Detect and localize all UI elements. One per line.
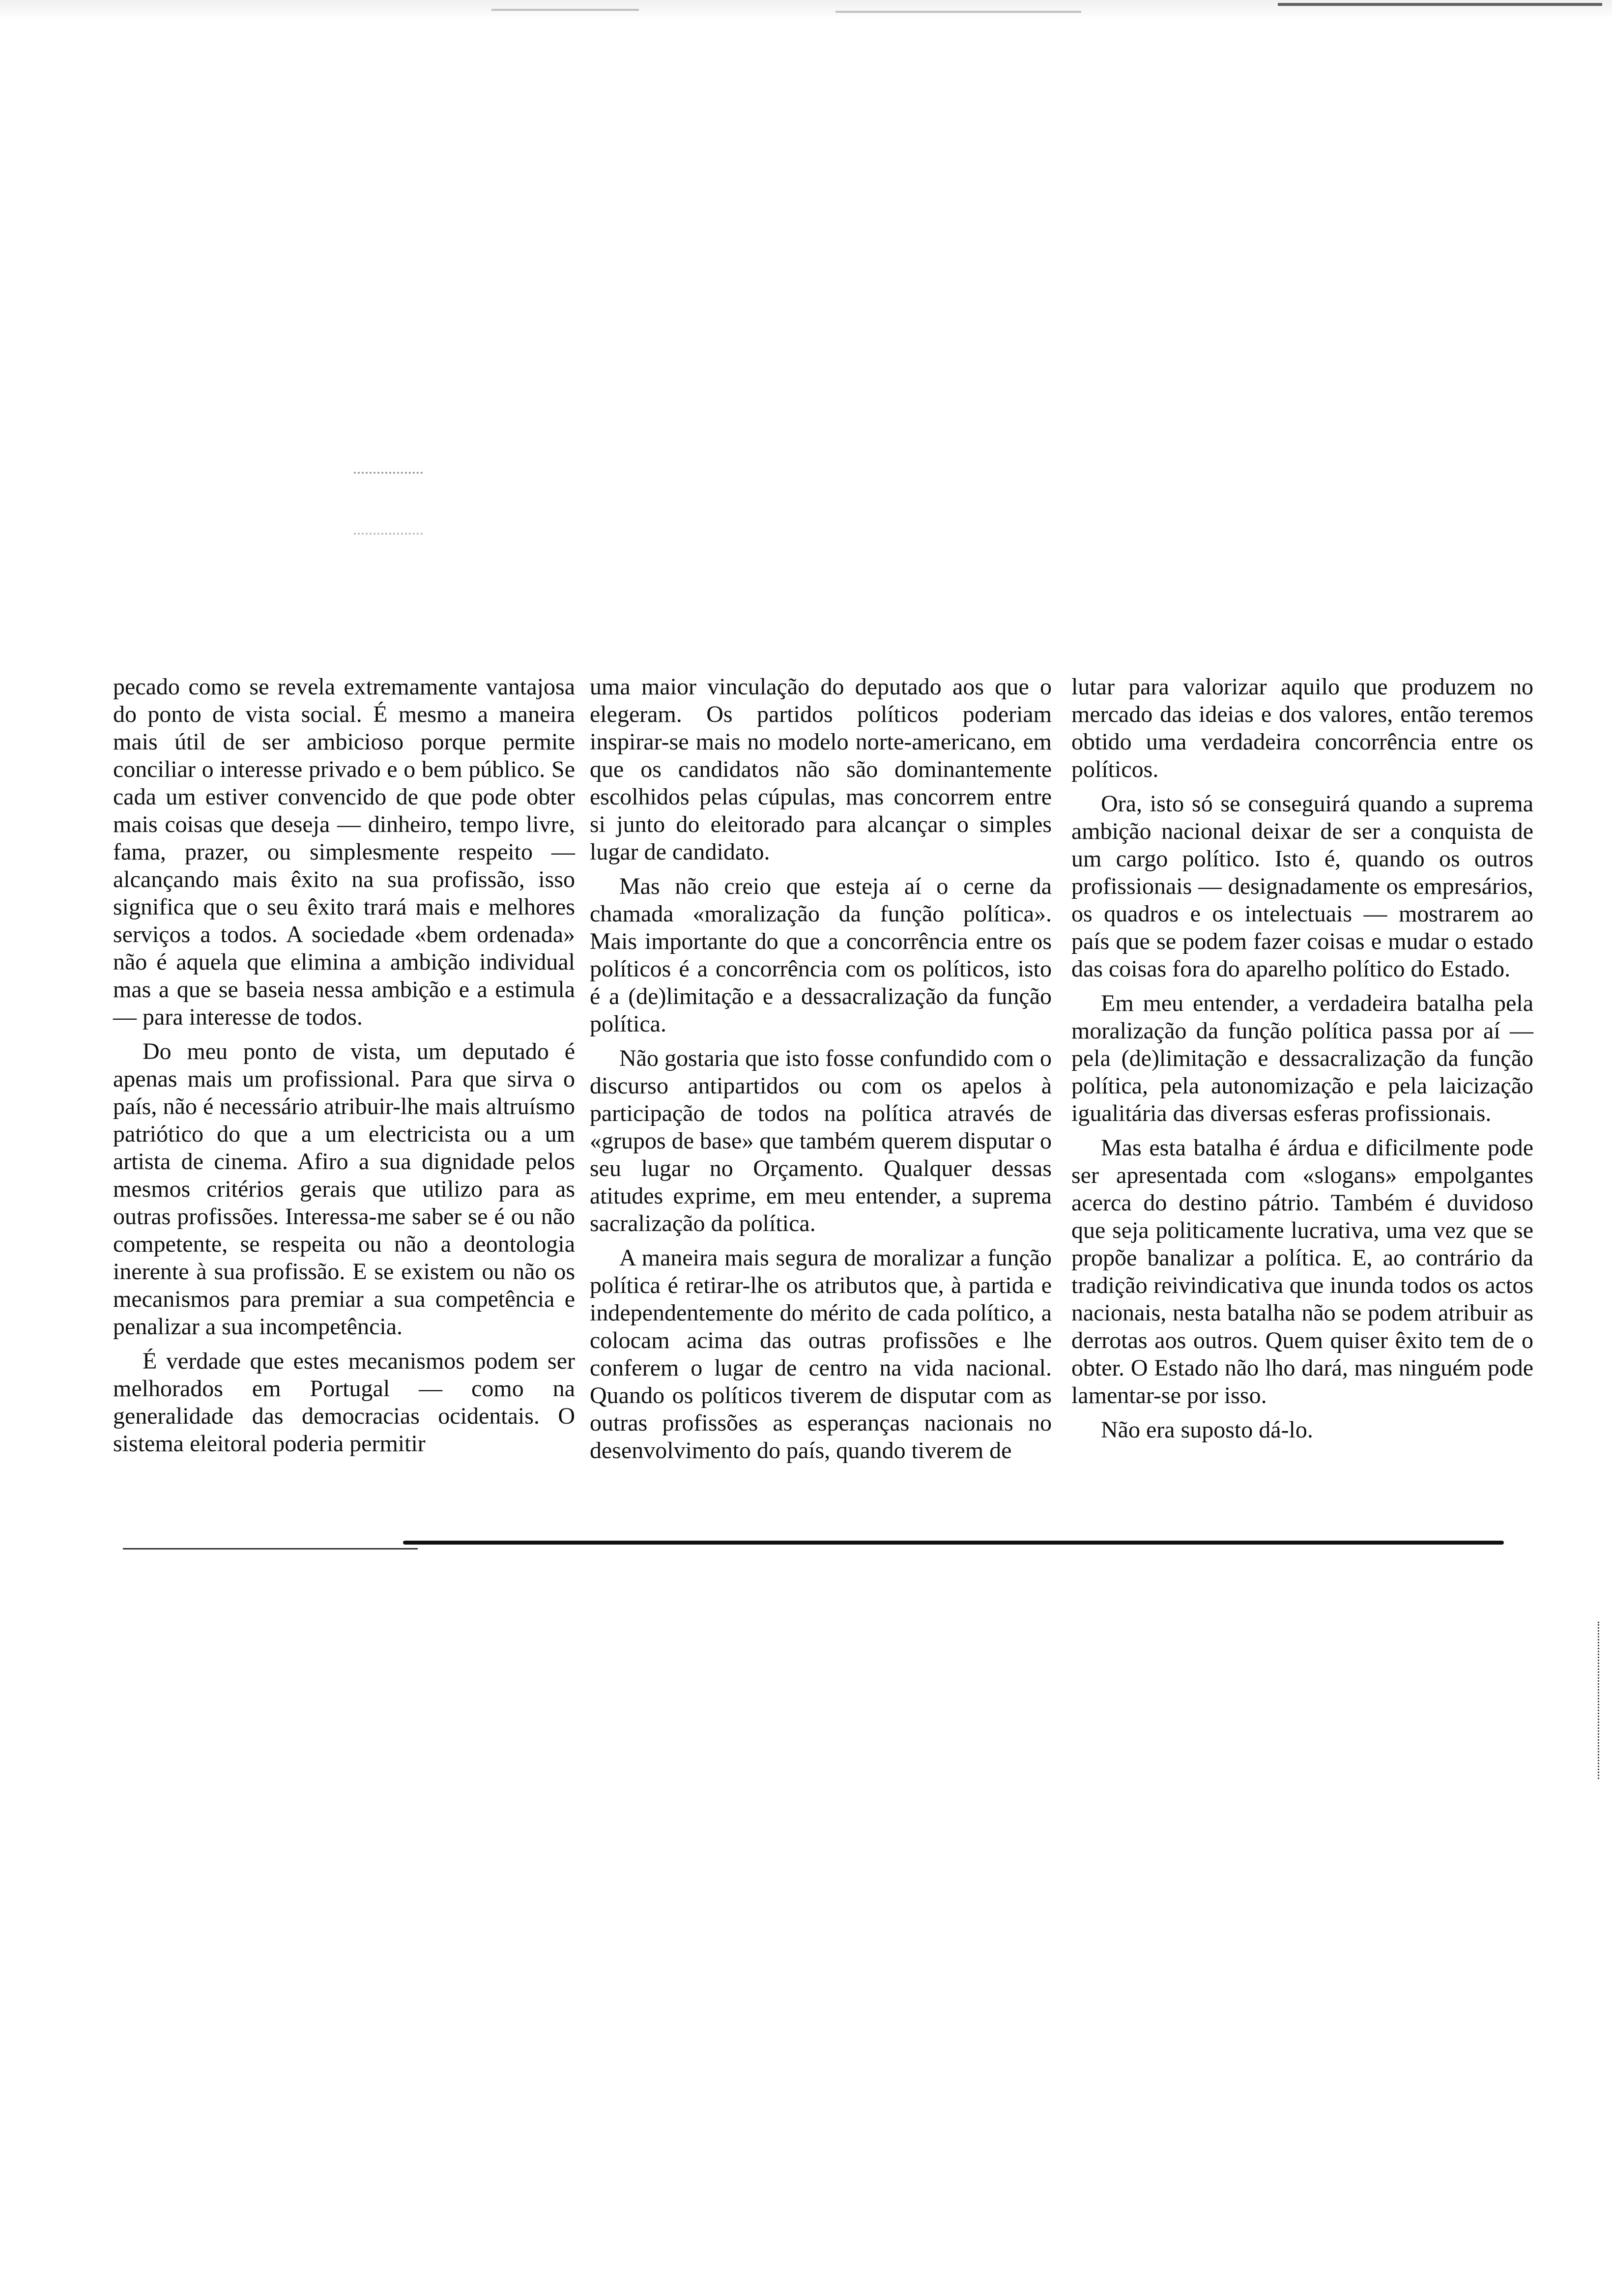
article-column-1 <box>113 673 575 1464</box>
scan-dots <box>354 472 423 535</box>
article-column-3 <box>1071 673 1533 1451</box>
paragraph: Não gostaria que isto fosse confundido com o discurso antipartidos ou com os apelos à participação de todos na política através de «grupos de base» que também querem disputar o seu lugar no Orçamento. Qualquer dessas atitudes exprime, em meu entender, a suprema sacralização da política. <box>590 1045 1052 1236</box>
paragraph: Mas não creio que esteja aí o cerne da chamada «moralização da função política». Mais importante do que a concorrência entre os políticos é a concorrência com os políticos, isto é a (de)limitação e a dessacralização da função política. <box>590 873 1052 1037</box>
paragraph: uma maior vinculação do deputado aos que o elegeram. Os partidos políticos poderiam inspirar-se mais no modelo norte-americano, em que os candidatos não são dominantemente escolhidos pelas cúpulas, mas concorrem entre si junto do eleitorado para alcançar o simples lugar de candidato. <box>590 674 1052 865</box>
scan-smudge <box>835 11 1081 13</box>
closing-line: Não era suposto dá-lo. <box>1101 1417 1313 1443</box>
paragraph: lutar para valorizar aquilo que produzem no mercado das ideias e dos valores, então teremos obtido uma verdadeira concorrência entre os políticos. <box>1071 674 1533 782</box>
scan-smudge <box>491 9 639 11</box>
paragraph: Em meu entender, a verdadeira batalha pela moralização da função política passa por aí — pela (de)limitação e dessacralização da função política, pela autonomização e pela laicização igualitária das diversas esferas profissionais. <box>1071 990 1533 1126</box>
paragraph: pecado como se revela extremamente vantajosa do ponto de vista social. É mesmo a maneira mais útil de ser ambicioso porque permite conciliar o interesse privado e o bem público. Se cada um estiver convencido de que pode obter mais coisas que deseja — dinheiro, tempo livre, fama, prazer, ou simplesmente respeito — alcançando mais êxito na sua profissão, isso significa que o seu êxito trará mais e melhores serviços a todos. A sociedade «bem ordenada» não é aquela que elimina a ambição individual mas a que se baseia nessa ambição e a estimula — para interesse de todos. <box>113 674 575 1030</box>
bottom-rule-left <box>123 1548 418 1550</box>
article-column-2 <box>590 673 1052 1471</box>
scan-top-line <box>1278 3 1602 6</box>
paragraph: Mas esta batalha é árdua e dificilmente pode ser apresentada com «slogans» empolgantes acerca do destino pátrio. Também é duvidoso que seja politicamente lucrativa, uma vez que se propõe banalizar a política. E, ao contrário da tradição reivindicativa que inunda todos os actos nacionais, nesta batalha não se podem atribuir as derrotas aos outros. Quem quiser êxito tem de o obter. O Estado não lho dará, mas ninguém pode lamentar-se por isso. <box>1071 1135 1533 1408</box>
paragraph: Do meu ponto de vista, um deputado é apenas mais um profissional. Para que sirva o país, não é necessário atribuir-lhe mais altruísmo patriótico do que a um electricista ou a um artista de cinema. Afiro a sua dignidade pelos mesmos critérios gerais que utilizo para as outras profissões. Interessa-me saber se é ou não competente, se respeita ou não a deontologia inerente à sua profissão. E se existem ou não os mecanismos para premiar a sua competência e penalizar a sua incompetência. <box>113 1038 575 1340</box>
paragraph: Ora, isto só se conseguirá quando a suprema ambição nacional deixar de ser a conquista de um cargo político. Isto é, quando os outros profissionais — designadamente os empresários, os quadros e os intelectuais — mostrarem ao país que se podem fazer coisas e mudar o estado das coisas fora do aparelho político do Estado. <box>1071 791 1533 982</box>
margin-marks <box>1598 1622 1602 1779</box>
paragraph: A maneira mais segura de moralizar a função política é retirar-lhe os atributos que, à partida e independentemente do mérito de cada político, a colocam acima das outras profissões e lhe conferem o lugar de centro na vida nacional. Quando os políticos tiverem de disputar com as outras profissões as esperanças nacionais no desenvolvimento do país, quando tiverem de <box>590 1245 1052 1464</box>
paragraph: É verdade que estes mecanismos podem ser melhorados em Portugal — como na generalidade das democracias ocidentais. O sistema eleitoral poderia permitir <box>113 1348 575 1457</box>
bottom-rule <box>403 1541 1504 1545</box>
